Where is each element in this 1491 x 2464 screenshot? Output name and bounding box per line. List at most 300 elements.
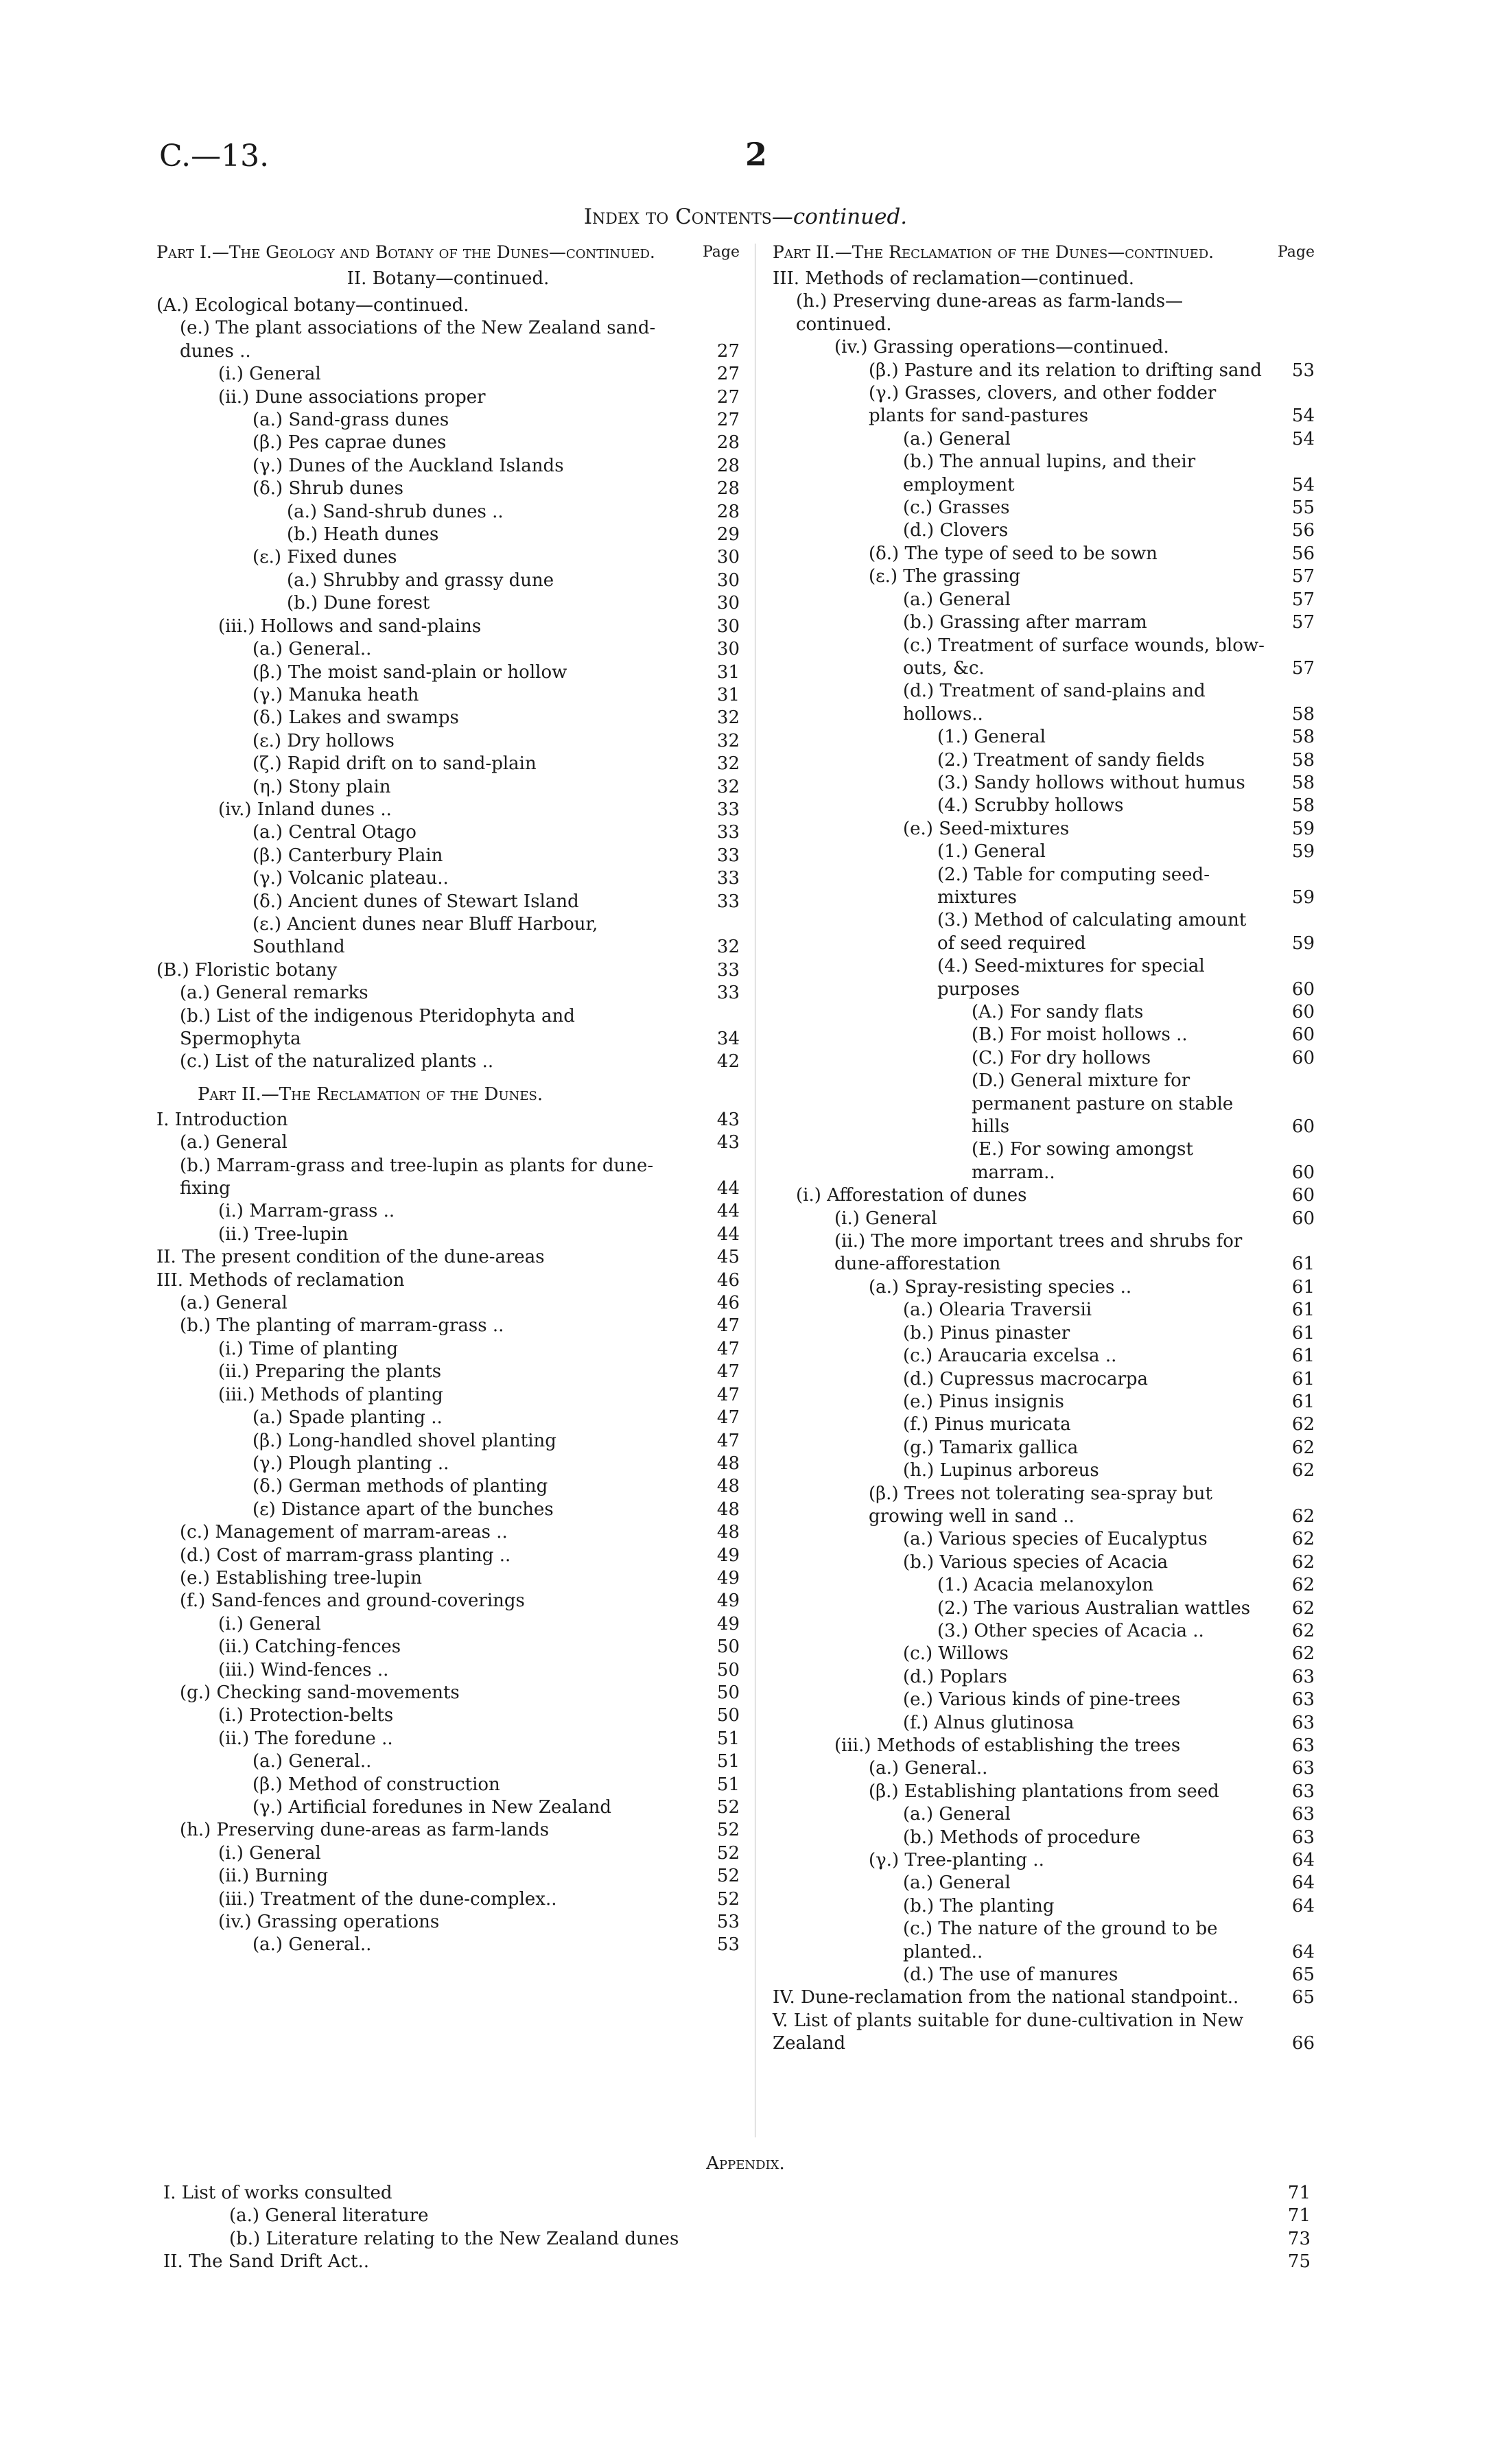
entry-page: 32 (716, 730, 740, 751)
entry-page: 63 (1291, 1689, 1315, 1711)
index-entry (773, 1230, 1315, 1276)
index-entry (156, 615, 740, 638)
index-entry (773, 1620, 1315, 1643)
entry-text: (b.) Methods of procedure (903, 1827, 1140, 1848)
index-entry (773, 1895, 1315, 1918)
index-entry (773, 1803, 1315, 1826)
entry-page: 49 (716, 1591, 740, 1612)
entry-text: (c.) The nature of the ground to be planted.. (903, 1919, 1218, 1962)
index-entry (156, 1384, 740, 1407)
index-entry (773, 1299, 1315, 1322)
entry-text: (a.) Central Otago (253, 822, 416, 843)
index-entry (156, 1051, 740, 1073)
index-entry (156, 409, 740, 432)
index-entry (156, 1545, 740, 1567)
entry-page: 62 (1291, 1437, 1315, 1458)
index-entry (773, 1322, 1315, 1345)
entry-text: (iii.) Hollows and sand-plains (218, 615, 482, 637)
entry-page: 63 (1291, 1666, 1315, 1687)
entry-text: (h.) Lupinus arboreus (903, 1460, 1099, 1481)
left-part-heading (156, 242, 740, 263)
entry-page: 59 (1291, 887, 1315, 908)
entry-text: (i.) Marram-grass .. (218, 1201, 395, 1222)
entry-text: (i.) General (218, 1842, 321, 1864)
index-entry (156, 1155, 740, 1201)
entry-page: 47 (716, 1384, 740, 1405)
index-entry (773, 1459, 1315, 1482)
index-entry (773, 519, 1315, 542)
entry-text: II. The Sand Drift Act.. (163, 2251, 370, 2273)
entry-text: III. Methods of reclamation—continued. (773, 268, 1135, 289)
entry-text: (e.) Seed-mixtures (903, 818, 1070, 839)
entry-page: 75 (1287, 2251, 1311, 2273)
entry-page: 63 (1291, 1781, 1315, 1802)
entry-page: 56 (1291, 520, 1315, 541)
entry-page: 59 (1291, 841, 1315, 863)
entry-text: (a.) Olearia Traversii (903, 1300, 1092, 1321)
index-entry (773, 1986, 1315, 2009)
entry-page: 62 (1291, 1414, 1315, 1435)
entry-page: 50 (716, 1682, 740, 1703)
entry-text: (ii.) Tree-lupin (218, 1223, 349, 1245)
entry-page: 54 (1291, 428, 1315, 449)
index-entry (156, 1865, 740, 1888)
index-entry (156, 1315, 740, 1337)
entry-page: 32 (716, 937, 740, 958)
entry-text: (ε.) Ancient dunes near Bluff Harbour, Southland (253, 913, 598, 958)
index-entry (773, 1276, 1315, 1299)
left-column (156, 242, 740, 1957)
entry-text: (a.) General.. (253, 1934, 372, 1956)
index-entry (773, 1184, 1315, 1207)
entry-page: 48 (716, 1522, 740, 1543)
entry-text: (d.) Poplars (903, 1666, 1007, 1687)
entry-page: 65 (1291, 1987, 1315, 2008)
entry-text: (2.) Treatment of sandy fields (937, 749, 1205, 771)
entry-text: (e.) Various kinds of pine-trees (903, 1689, 1181, 1711)
index-entry (773, 1024, 1315, 1046)
entry-text: (b.) The planting (903, 1895, 1055, 1916)
entry-page: 57 (1291, 566, 1315, 587)
entry-text: (β.) Long-handled shovel planting (253, 1430, 556, 1451)
entry-page: 33 (716, 983, 740, 1004)
entry-page: 44 (716, 1223, 740, 1245)
entry-page: 27 (716, 410, 740, 431)
entry-page: 33 (716, 845, 740, 866)
index-entry (773, 1918, 1315, 1964)
entry-page: 33 (716, 959, 740, 981)
index-entry (773, 1437, 1315, 1459)
index-entry (156, 959, 740, 982)
entry-text: I. List of works consulted (163, 2183, 392, 2203)
entry-text: (ii.) The foredune .. (218, 1728, 393, 1749)
entry-text: (ii.) Catching-fences (218, 1636, 401, 1658)
entry-page: 52 (716, 1888, 740, 1910)
index-entry (156, 1704, 740, 1727)
entry-text: (ii.) The more important trees and shrubs for dune-afforestation (834, 1231, 1243, 1275)
index-entry (773, 1666, 1315, 1689)
entry-text: (γ.) Artificial foredunes in New Zealand (253, 1797, 611, 1818)
entry-page: 58 (1291, 727, 1315, 748)
entry-page: 49 (716, 1613, 740, 1634)
entry-text: (b.) The annual lupins, and their employment (903, 451, 1196, 495)
index-entry (156, 1292, 740, 1315)
entry-text: (β.) Establishing plantations from seed (869, 1781, 1219, 1802)
index-entry (773, 451, 1315, 497)
index-entry (773, 336, 1315, 359)
entry-page: 58 (1291, 772, 1315, 793)
index-entry (156, 294, 740, 317)
index-entry (156, 684, 740, 707)
entry-text: (1.) General (937, 727, 1046, 748)
index-entry (156, 1842, 740, 1865)
index-entry (156, 1796, 740, 1819)
index-entry (156, 1200, 740, 1223)
index-entry (156, 1246, 740, 1269)
index-entry (773, 795, 1315, 817)
entry-page: 60 (1291, 1002, 1315, 1022)
index-entry (773, 1781, 1315, 1803)
entry-text: (δ.) The type of seed to be sown (869, 543, 1158, 564)
index-entry (156, 546, 740, 569)
entry-page: 30 (716, 570, 740, 591)
entry-page: 62 (1291, 1575, 1315, 1596)
index-entry (156, 891, 740, 913)
index-entry (156, 1682, 740, 1704)
entry-text: (β.) Canterbury Plain (253, 845, 443, 866)
entry-page: 48 (716, 1499, 740, 1520)
entry-text: (c.) Araucaria excelsa .. (903, 1346, 1117, 1367)
appendix-title: Appendix. (706, 2153, 785, 2174)
entry-text: (a.) Sand-grass dunes (253, 410, 449, 431)
index-entry (156, 1636, 740, 1658)
entry-text: (3.) Sandy hollows without humus (937, 772, 1245, 793)
index-entry (163, 2251, 1311, 2273)
entry-page: 52 (716, 1842, 740, 1864)
index-entry (156, 1613, 740, 1636)
entry-page: 60 (1291, 978, 1315, 1000)
index-entry (773, 268, 1315, 290)
index-entry (156, 1521, 740, 1544)
entry-text: II. The present condition of the dune-areas (156, 1247, 545, 1268)
index-entry (156, 1223, 740, 1246)
index-entry (156, 845, 740, 867)
entry-page: 62 (1291, 1460, 1315, 1481)
entry-page: 34 (716, 1029, 740, 1049)
entry-page: 61 (1291, 1254, 1315, 1275)
index-entry (163, 2228, 1311, 2251)
index-entry (773, 1391, 1315, 1413)
index-entry (773, 1345, 1315, 1368)
entry-page: 47 (716, 1407, 740, 1429)
index-entry (156, 455, 740, 478)
index-entry (156, 1911, 740, 1934)
index-entry (156, 661, 740, 684)
entry-text: (c.) Treatment of surface wounds, blow-outs, &c. (903, 635, 1265, 679)
index-entry (773, 543, 1315, 565)
entry-text: (b.) Dune forest (287, 593, 430, 614)
entry-page: 42 (716, 1051, 740, 1072)
entry-text: (a.) General.. (869, 1758, 988, 1779)
entry-text: (E.) For sowing amongst marram.. (972, 1139, 1193, 1183)
entry-page: 30 (716, 615, 740, 637)
entry-page: 55 (1291, 497, 1315, 519)
entry-page: 61 (1291, 1391, 1315, 1412)
index-entry (156, 753, 740, 775)
entry-text: (ε.) Dry hollows (253, 730, 395, 751)
index-entry (773, 955, 1315, 1001)
index-entry (773, 565, 1315, 588)
index-entry (156, 524, 740, 546)
entry-page: 61 (1291, 1300, 1315, 1321)
entry-text: (g.) Checking sand-movements (180, 1682, 460, 1703)
index-entry (773, 428, 1315, 451)
entry-text: (d.) The use of manures (903, 1964, 1118, 1986)
left-subheading: II. Botany—continued. (347, 268, 550, 289)
index-entry (773, 1138, 1315, 1184)
index-entry (773, 1047, 1315, 1070)
entry-text: (1.) General (937, 841, 1046, 863)
entry-text: (i.) Protection-belts (218, 1705, 394, 1726)
left-page-label: Page (702, 244, 740, 261)
index-entry (156, 1109, 740, 1131)
index-entry (773, 749, 1315, 772)
entry-page: 43 (716, 1132, 740, 1153)
entry-page: 50 (716, 1705, 740, 1726)
index-entry (156, 1338, 740, 1361)
entry-page: 53 (716, 1912, 740, 1933)
entry-page: 28 (716, 455, 740, 476)
entry-page: 71 (1287, 2205, 1311, 2227)
entry-text: (b.) Pinus pinaster (903, 1322, 1070, 1344)
entry-text: (γ.) Grasses, clovers, and other fodder plants for sand-pastures (869, 383, 1217, 427)
entry-page: 47 (716, 1430, 740, 1451)
entry-text: (b.) Marram-grass and tree-lupin as plants for dune-fixing (180, 1155, 654, 1199)
entry-text: (d.) Cupressus macrocarpa (903, 1368, 1149, 1389)
entry-text: (a.) General (180, 1132, 287, 1153)
entry-text: (iii.) Methods of planting (218, 1384, 443, 1405)
index-entry (773, 1964, 1315, 1986)
entry-page: 31 (716, 661, 740, 683)
entry-text: (iv.) Inland dunes .. (218, 799, 392, 820)
entry-page: 53 (1291, 360, 1315, 381)
entry-text: (A.) For sandy flats (972, 1002, 1144, 1022)
entry-text: (a.) Sand-shrub dunes .. (287, 501, 504, 522)
entry-page: 73 (1287, 2228, 1311, 2249)
entry-text: (b.) The planting of marram-grass .. (180, 1315, 504, 1337)
index-entry (773, 1368, 1315, 1391)
entry-page: 61 (1291, 1346, 1315, 1367)
left-entries-part-two (156, 1109, 740, 1957)
entry-text: (ε.) The grassing (869, 566, 1020, 587)
part-two-heading: Part II.—The Reclamation of the Dunes. (198, 1083, 543, 1105)
entry-text: (γ.) Tree-planting .. (869, 1850, 1044, 1871)
index-entry (156, 1567, 740, 1590)
entry-page: 64 (1291, 1850, 1315, 1871)
index-entry (773, 1001, 1315, 1024)
entry-text: (c.) Grasses (903, 497, 1010, 519)
index-entry (163, 2182, 1311, 2205)
entry-page: 51 (716, 1774, 740, 1795)
index-entry (773, 1574, 1315, 1597)
entry-page: 65 (1291, 1964, 1315, 1986)
entry-page: 31 (716, 684, 740, 705)
entry-text: (c.) Willows (903, 1643, 1009, 1665)
entry-text: (a.) General.. (253, 1751, 372, 1772)
entry-page: 60 (1291, 1208, 1315, 1229)
index-entry (156, 1475, 740, 1498)
entry-text: (h.) Preserving dune-areas as farm-lands (180, 1820, 550, 1841)
entry-page: 52 (716, 1820, 740, 1841)
entry-text: (A.) Ecological botany—continued. (156, 295, 469, 316)
index-entry (156, 1453, 740, 1475)
left-part-heading-text: Part I.—The Geology and Botany of the Dunes—continued. (156, 242, 655, 262)
entry-text: (C.) For dry hollows (972, 1047, 1151, 1068)
entry-text: (d.) Clovers (903, 520, 1009, 541)
index-entry (156, 1590, 740, 1612)
entry-page: 27 (716, 386, 740, 408)
entry-page: 46 (716, 1293, 740, 1314)
entry-page: 62 (1291, 1643, 1315, 1665)
page-title (0, 204, 1491, 229)
entry-text: (c.) List of the naturalized plants .. (180, 1051, 494, 1072)
right-page-label: Page (1277, 244, 1315, 261)
entry-page: 64 (1291, 1873, 1315, 1894)
entry-text: (g.) Tamarix gallica (903, 1437, 1079, 1458)
entry-page: 62 (1291, 1597, 1315, 1619)
entry-text: (e.) The plant associations of the New Zealand sand-dunes .. (180, 318, 656, 362)
entry-page: 71 (1287, 2183, 1311, 2203)
index-entry (773, 611, 1315, 634)
index-entry (773, 818, 1315, 841)
index-entry (156, 432, 740, 454)
entry-page: 49 (716, 1567, 740, 1588)
entry-page: 32 (716, 776, 740, 797)
entry-page: 44 (716, 1201, 740, 1222)
entry-page: 64 (1291, 1941, 1315, 1962)
entry-text: (2.) The various Australian wattles (937, 1597, 1251, 1619)
entry-page: 63 (1291, 1712, 1315, 1733)
entry-text: (a.) General (903, 1804, 1011, 1825)
entry-page: 43 (716, 1109, 740, 1130)
entry-text: (ii.) Preparing the plants (218, 1361, 442, 1383)
index-entry (156, 386, 740, 409)
index-entry (156, 1269, 740, 1292)
entry-page: 28 (716, 501, 740, 522)
entry-page: 28 (716, 478, 740, 500)
entry-text: (γ.) Plough planting .. (253, 1453, 449, 1474)
index-entry (773, 909, 1315, 955)
entry-text: (f.) Alnus glutinosa (903, 1712, 1075, 1733)
entry-page: 48 (716, 1476, 740, 1497)
index-entry (773, 772, 1315, 795)
entry-text: (e.) Establishing tree-lupin (180, 1567, 423, 1588)
index-entry (156, 1774, 740, 1796)
index-entry (773, 290, 1315, 336)
entry-text: (δ.) German methods of planting (253, 1476, 548, 1497)
index-entry (773, 1413, 1315, 1436)
entry-text: I. Introduction (156, 1109, 288, 1130)
entry-page: 47 (716, 1361, 740, 1383)
entry-page: 52 (716, 1797, 740, 1818)
entry-text: V. List of plants suitable for dune-cultivation in New Zealand (773, 2010, 1244, 2054)
entry-page: 30 (716, 593, 740, 614)
entry-text: (β.) Method of construction (253, 1774, 500, 1795)
index-entry (773, 1643, 1315, 1665)
entry-text: (ii.) Burning (218, 1866, 329, 1887)
entry-text: (b.) Various species of Acacia (903, 1551, 1169, 1573)
index-entry (156, 1361, 740, 1383)
entry-page: 61 (1291, 1368, 1315, 1389)
entry-text: (f.) Sand-fences and ground-coverings (180, 1591, 525, 1612)
entry-text: (3.) Other species of Acacia .. (937, 1620, 1204, 1641)
entry-text: (ε.) Fixed dunes (253, 547, 397, 568)
entry-page: 46 (716, 1269, 740, 1291)
index-entry (773, 497, 1315, 519)
entry-page: 59 (1291, 818, 1315, 839)
index-entry (156, 799, 740, 821)
index-entry (773, 1208, 1315, 1230)
index-entry (156, 592, 740, 615)
entry-page: 27 (716, 364, 740, 385)
index-entry (156, 1888, 740, 1911)
index-entry (156, 1005, 740, 1051)
entry-text: (β.) Pes caprae dunes (253, 432, 447, 454)
entry-text: (4.) Seed-mixtures for special purposes (937, 956, 1205, 1000)
entry-text: (β.) Pasture and its relation to drifting sand (869, 360, 1262, 381)
index-entry (156, 1819, 740, 1842)
index-entry (773, 382, 1315, 428)
entry-text: (B.) For moist hollows .. (972, 1024, 1188, 1046)
entry-text: (B.) Floristic botany (156, 959, 338, 981)
index-entry (773, 1483, 1315, 1529)
right-entries (773, 268, 1315, 2056)
entry-page: 30 (716, 547, 740, 568)
entry-text: (iii.) Methods of establishing the trees (834, 1735, 1181, 1756)
entry-page: 66 (1291, 2033, 1315, 2054)
title-suffix: —continued. (771, 204, 908, 229)
index-entry (773, 2010, 1315, 2056)
entry-page: 33 (716, 799, 740, 820)
index-entry (773, 1551, 1315, 1574)
entry-page: 56 (1291, 543, 1315, 564)
title-prefix: Index to Contents (583, 204, 772, 229)
entry-page: 58 (1291, 703, 1315, 725)
index-entry (156, 730, 740, 753)
entry-page: 50 (716, 1636, 740, 1658)
entry-text: (δ.) Lakes and swamps (253, 707, 459, 729)
index-entry (773, 841, 1315, 863)
entry-page: 54 (1291, 406, 1315, 427)
entry-page: 45 (716, 1247, 740, 1268)
index-entry (156, 1659, 740, 1682)
entry-page: 59 (1291, 932, 1315, 954)
entry-text: (b.) Heath dunes (287, 524, 439, 545)
entry-text: (ε) Distance apart of the bunches (253, 1499, 554, 1520)
entry-page: 62 (1291, 1529, 1315, 1550)
entry-page: 51 (716, 1728, 740, 1749)
entry-text: (i.) General (834, 1208, 937, 1229)
entry-page: 60 (1291, 1116, 1315, 1138)
entry-page: 32 (716, 753, 740, 775)
entry-page: 50 (716, 1659, 740, 1680)
entry-text: (a.) General (903, 589, 1011, 610)
entry-text: (3.) Method of calculating amount of seed required (937, 910, 1247, 954)
index-entry (163, 2205, 1311, 2227)
index-entry (773, 1712, 1315, 1735)
right-part-heading (773, 242, 1315, 263)
entry-page: 49 (716, 1545, 740, 1566)
